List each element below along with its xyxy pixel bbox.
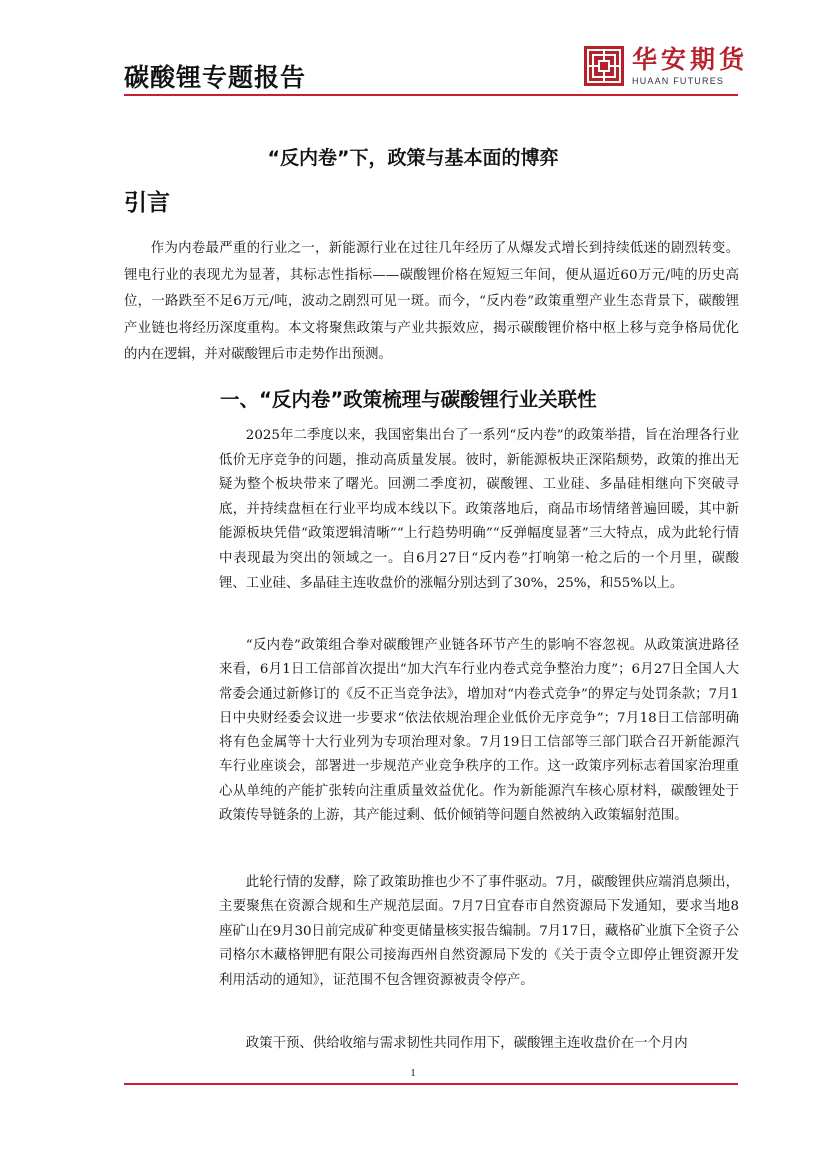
company-logo bbox=[584, 46, 748, 86]
logo-name-en: HUAAN FUTURES bbox=[632, 76, 725, 86]
section1-heading: 一、“反内卷”政策梳理与碳酸锂行业关联性 bbox=[220, 388, 597, 411]
header-divider bbox=[124, 94, 738, 96]
footer-divider bbox=[124, 1083, 738, 1085]
logo-name-cn: 华安期货 bbox=[632, 45, 749, 74]
intro-heading: 引言 bbox=[124, 190, 170, 216]
report-title: 碳酸锂专题报告 bbox=[124, 63, 307, 92]
page-number: 1 bbox=[410, 1067, 416, 1079]
intro-paragraph: 作为内卷最严重的行业之一，新能源行业在过往几年经历了从爆发式增长到持续低迷的剧烈转变。锂电行业的表现尤为显著，其标志性指标——碳酸锂价格在短短三年间，便从逼近60万元/吨的历史高位，一路跌至不足6万元/吨，波动之剧烈可见一斑。而今，“反内卷”政策重塑产业生态背景下，碳酸锂产业链也将经历深度重构。本文将聚焦政策与产业共振效应，揭示碳酸锂价格中枢上移与竞争格局优化的内在逻辑，并对碳酸锂后市走势作出预测。 bbox=[124, 241, 739, 362]
section1-paragraph: 此轮行情的发酵，除了政策助推也少不了事件驱动。7月，碳酸锂供应端消息频出，主要聚焦在资源合规和生产规范层面。7月7日宜春市自然资源局下发通知，要求当地8座矿山在9月30日前完成矿种变更储量核实报告编制。7月17日，藏格矿业旗下全资子公司格尔木藏格钾肥有限公司接海西州自然资源局下发的《关于责令立即停止锂资源开发利用活动的通知》，证范围不包含锂资源被责令停产。 bbox=[219, 875, 739, 988]
document-title: “反内卷”下，政策与基本面的博弈 bbox=[267, 147, 559, 169]
section1-paragraph: 2025年二季度以来，我国密集出台了一系列“反内卷”的政策举措，旨在治理各行业低价无序竞争的问题，推动高质量发展。彼时，新能源板块正深陷颓势，政策的推出无疑为整个板块带来了曙光。回溯二季度初，碳酸锂、工业硅、多晶硅相继向下突破寻底，并持续盘桓在行业平均成本线以下。政策落地后，商品市场情绪普遍回暖，其中新能源板块凭借“政策逻辑清晰”“上行趋势明确”“反弹幅度显著”三大特点，成为此轮行情中表现最为突出的领域之一。自6月27日“反内卷”打响第一枪之后的一个月里，碳酸锂、工业硅、多晶硅主连收盘价的涨幅分别达到了30%，25%，和55%以上。 bbox=[219, 428, 739, 591]
section1-paragraph: 政策干预、供给收缩与需求韧性共同作用下，碳酸锂主连收盘价在一个月内 bbox=[245, 1036, 688, 1051]
huaan-seal-icon bbox=[584, 46, 624, 86]
section1-paragraph: “反内卷”政策组合拳对碳酸锂产业链各环节产生的影响不容忽视。从政策演进路径来看，6月1日工信部首次提出“加大汽车行业内卷式竞争整治力度”；6月27日全国人大常委会通过新修订的《反不正当竞争法》，增加对“内卷式竞争”的界定与处罚条款；7月1日中央财经委会议进一步要求“依法依规治理企业低价无序竞争”；7月18日工信部明确将有色金属等十大行业列为专项治理对象。7月19日工信部等三部门联合召开新能源汽车行业座谈会，部署进一步规范产业竞争秩序的工作。这一政策序列标志着国家治理重心从单纯的产能扩张转向注重质量效益优化。作为新能源汽车核心原材料，碳酸锂处于政策传导链条的上游，其产能过剩、低价倾销等问题自然被纳入政策辐射范围。 bbox=[219, 638, 739, 824]
